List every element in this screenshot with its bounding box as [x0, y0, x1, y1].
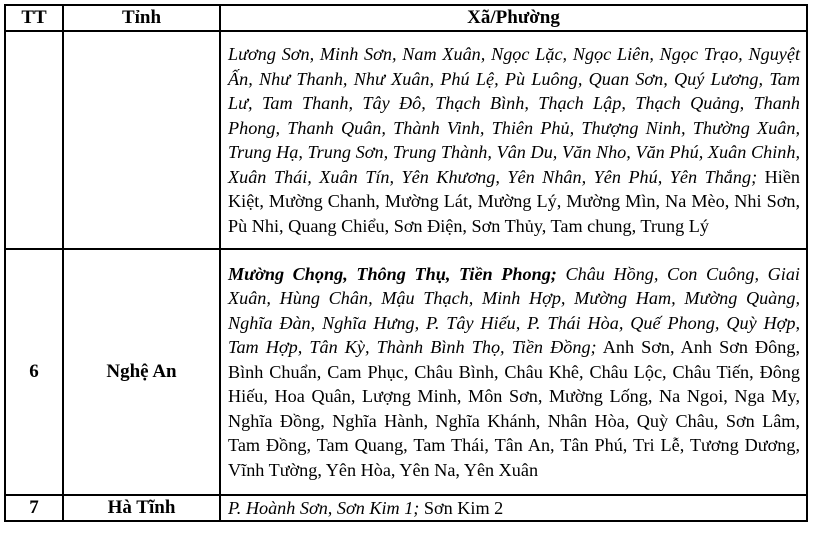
commune-table	[4, 4, 808, 522]
row-number: 6	[5, 249, 63, 495]
header-tt: TT	[5, 5, 63, 31]
province-name: Hà Tĩnh	[63, 495, 220, 521]
table-row	[5, 31, 807, 249]
commune-list-normal: Sơn Kim 2	[419, 498, 504, 518]
commune-list-normal: Anh Sơn, Anh Sơn Đông, Bình Chuẩn, Cam Phục, Châu Bình, Châu Khê, Châu Lộc, Châu Tiến, Đông Hiếu, Hoa Quân, Lượng Minh, Môn Sơn, Mường Lống, Na Ngoi, Nga My, Nghĩa Đồng, Nghĩa Hành, Nghĩa Khánh, Nhân Hòa, Quỳ Châu, Sơn Lâm, Tam Đồng, Tam Quang, Tam Thái, Tân An, Tân Phú, Tri Lễ, Tương Dương, Vĩnh Tường, Yên Hòa, Yên Na, Yên Xuân	[228, 337, 800, 480]
commune-list-bold-italic: Mường Chọng, Thông Thụ, Tiền Phong;	[228, 263, 557, 284]
row-number	[5, 31, 63, 249]
province-name: Nghệ An	[63, 249, 220, 495]
province-name	[63, 31, 220, 249]
table-row	[5, 495, 807, 521]
header-xa-phuong: Xã/Phường	[220, 5, 807, 31]
commune-list-italic: Lương Sơn, Minh Sơn, Nam Xuân, Ngọc Lặc, Ngọc Liên, Ngọc Trạo, Nguyệt Ấn, Như Thanh, Như Xuân, Phú Lệ, Pù Luông, Quan Sơn, Quý Lương, Tam Lư, Tam Thanh, Tây Đô, Thạch Bình, Thạch Lập, Thạch Quảng, Thanh Phong, Thanh Quân, Thành Vinh, Thiên Phủ, Thượng Ninh, Thường Xuân, Trung Hạ, Trung Sơn, Trung Thành, Vân Du, Văn Nho, Văn Phú, Xuân Chinh, Xuân Thái, Xuân Tín, Yên Khương, Yên Nhân, Yên Phú, Yên Thắng;	[228, 44, 800, 187]
table-row	[5, 249, 807, 495]
table-header-row	[5, 5, 807, 31]
commune-list-italic: P. Hoành Sơn, Sơn Kim 1;	[228, 498, 420, 518]
commune-list	[220, 31, 807, 249]
commune-list-normal: Hiền Kiệt, Mường Chanh, Mường Lát, Mường Lý, Mường Mìn, Na Mèo, Nhi Sơn, Pù Nhi, Quang Chiểu, Sơn Điện, Sơn Thủy, Tam chung, Trung Lý	[228, 166, 800, 236]
row-number: 7	[5, 495, 63, 521]
header-tinh: Tỉnh	[63, 5, 220, 31]
commune-list	[220, 495, 807, 521]
commune-list-italic: Châu Hồng, Con Cuông, Giai Xuân, Hùng Chân, Mậu Thạch, Minh Hợp, Mường Ham, Mường Quàng, Nghĩa Đàn, Nghĩa Hưng, P. Tây Hiếu, P. Thái Hòa, Quế Phong, Quỳ Hợp, Tam Hợp, Tân Kỳ, Thành Bình Thọ, Tiền Đồng;	[228, 263, 800, 358]
commune-list	[220, 249, 807, 495]
